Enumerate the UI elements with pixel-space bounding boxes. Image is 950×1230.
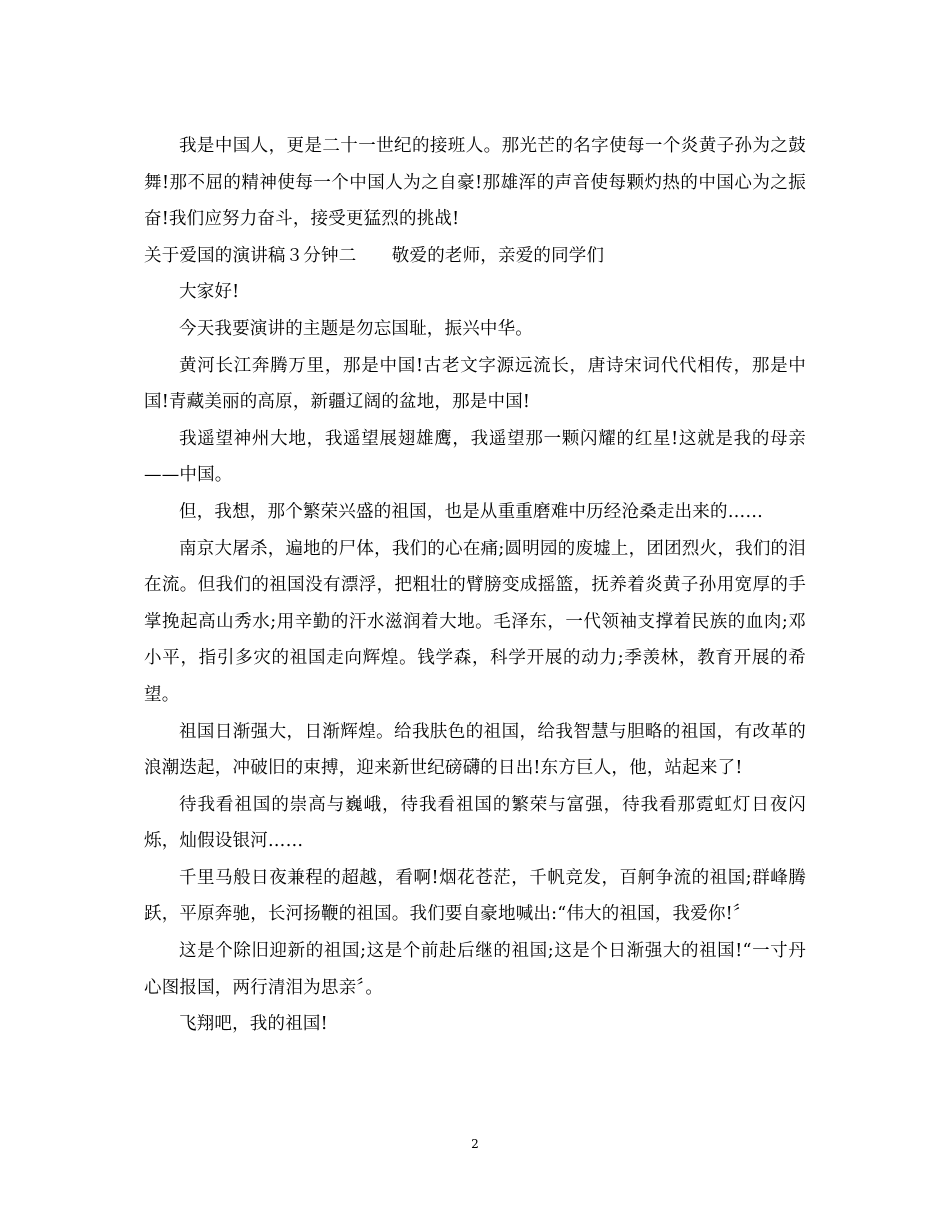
paragraph-greeting: 大家好!: [179, 282, 240, 303]
paragraph: 但，我想，那个繁荣兴盛的祖国，也是从重重磨难中历经沧桑走出来的……: [179, 501, 764, 522]
page-number: 2: [471, 1137, 479, 1151]
paragraph: 待我看祖国的崇高与巍峨，待我看祖国的繁荣与富强，待我看那霓虹灯日夜闪烁，灿假设银河……: [144, 794, 806, 852]
paragraph-closing: 飞翔吧，我的祖国!: [179, 1014, 328, 1035]
paragraph: 黄河长江奔腾万里，那是中国!古老文字源远流长，唐诗宋词代代相传，那是中国!青藏美丽的高原，新疆辽阔的盆地，那是中国!: [144, 355, 806, 413]
paragraph: 南京大屠杀，遍地的尸体，我们的心在痛;圆明园的废墟上，团团烈火，我们的泪在流。但我们的祖国没有漂浮，把粗壮的臂膀变成摇篮，抚养着炎黄子孙用宽厚的手掌挽起高山秀水;用辛勤的汗水滋润着大地。毛泽东，一代领袖支撑着民族的血肉;邓小平，指引多灾的祖国走向辉煌。钱学森，科学开展的动力;季羡林，教育开展的希望。: [144, 538, 806, 705]
document-body: [144, 128, 806, 1043]
section-heading: 关于爱国的演讲稿３分钟二 敬爱的老师，亲爱的同学们: [144, 245, 605, 266]
paragraph: 这是个除旧迎新的祖国;这是个前赴后继的祖国;这是个日渐强大的祖国!“一寸丹心图报国，两行清泪为思亲〞。: [144, 941, 806, 998]
paragraph: 祖国日渐强大，日渐辉煌。给我肤色的祖国，给我智慧与胆略的祖国，有改革的浪潮迭起，冲破旧的束搏，迎来新世纪磅礴的日出!东方巨人，他，站起来了!: [144, 721, 806, 779]
paragraph: 千里马般日夜兼程的超越，看啊!烟花苍茫，千帆竞发，百舸争流的祖国;群峰腾跃，平原奔驰，长河扬鞭的祖国。我们要自豪地喊出:“伟大的祖国，我爱你!〞: [144, 867, 806, 925]
paragraph-intro: 我是中国人，更是二十一世纪的接班人。那光芒的名字使每一个炎黄子孙为之鼓舞!那不屈的精神使每一个中国人为之自豪!那雄浑的声音使每颗灼热的中国心为之振奋!我们应努力奋斗，接受更猛烈的挑战!: [144, 136, 806, 230]
paragraph-topic: 今天我要演讲的主题是勿忘国耻，振兴中华。: [179, 318, 533, 339]
paragraph: 我遥望神州大地，我遥望展翅雄鹰，我遥望那一颗闪耀的红星!这就是我的母亲——中国。: [144, 428, 806, 486]
